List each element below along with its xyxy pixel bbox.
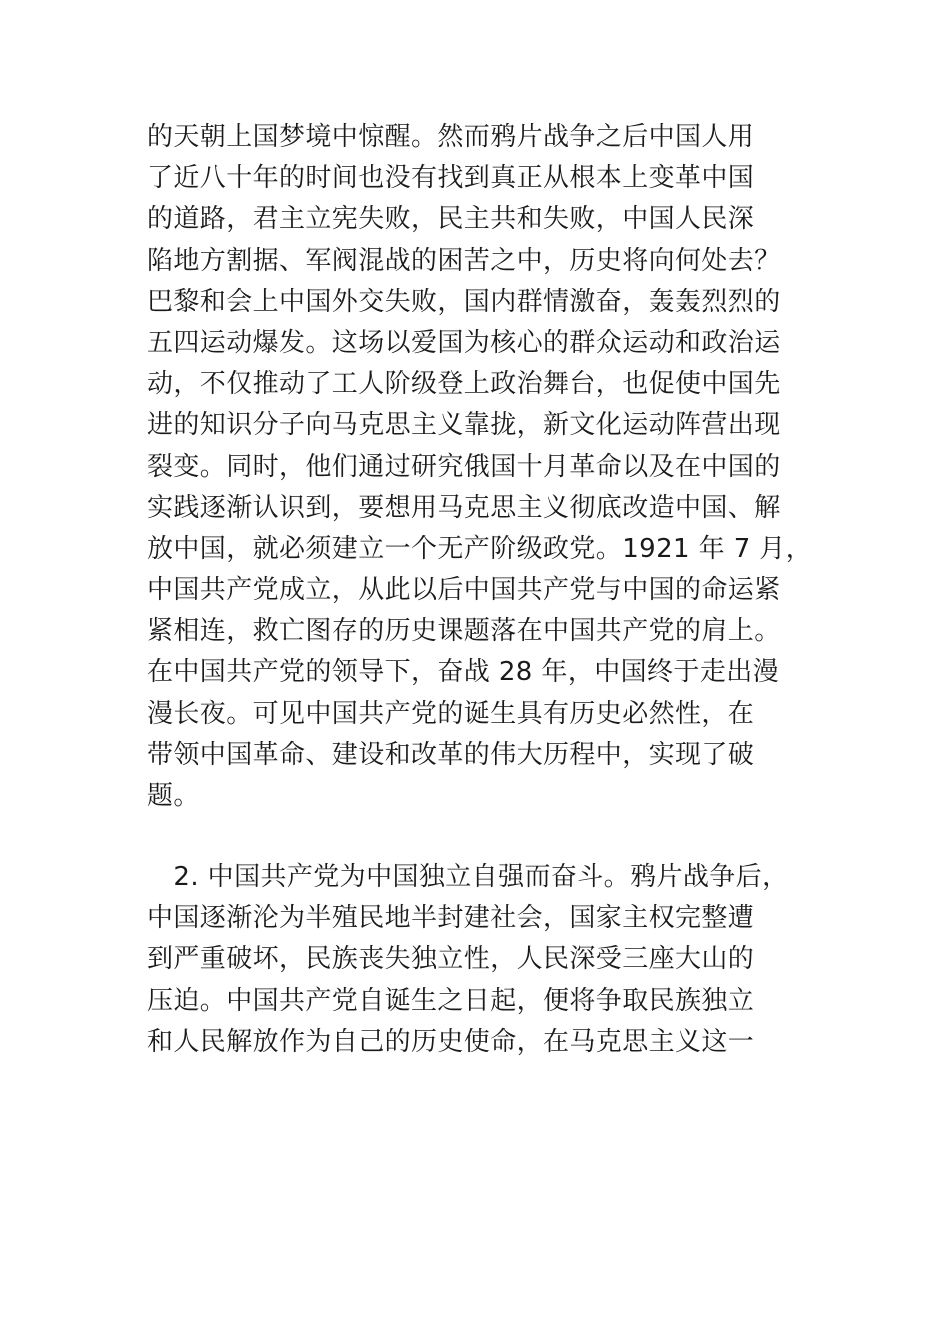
text-line: 带领中国革命、建设和改革的伟大历程中，实现了破 — [147, 739, 755, 770]
paragraph-1 — [147, 117, 813, 817]
text-line: 到严重破坏，民族丧失独立性，人民深受三座大山的 — [147, 944, 755, 975]
text-line: 陷地方割据、军阀混战的困苦之中，历史将向何处去？ — [147, 245, 781, 276]
text-line: 2. 中国共产党为中国独立自强而奋斗。鸦片战争后， — [147, 862, 789, 892]
text-line: 漫长夜。可见中国共产党的诞生具有历史必然性，在 — [147, 698, 755, 729]
text-line: 巴黎和会上中国外交失败，国内群情激奋，轰轰烈烈的 — [147, 286, 781, 317]
text-line: 放中国，就必须建立一个无产阶级政党。1921 年 7 月， — [147, 533, 813, 564]
text-line: 紧相连，救亡图存的历史课题落在中国共产党的肩上。 — [147, 616, 781, 647]
text-line: 的天朝上国梦境中惊醒。然而鸦片战争之后中国人用 — [147, 122, 755, 152]
text-line: 的道路，君主立宪失败，民主共和失败，中国人民深 — [147, 204, 755, 235]
text-line: 压迫。中国共产党自诞生之日起，便将争取民族独立 — [147, 985, 755, 1016]
text-line: 和人民解放作为自己的历史使命，在马克思主义这一 — [147, 1026, 755, 1057]
text-line: 题。 — [147, 781, 200, 811]
text-line: 五四运动爆发。这场以爱国为核心的群众运动和政治运 — [147, 327, 781, 358]
text-line: 进的知识分子向马克思主义靠拢，新文化运动阵营出现 — [147, 410, 781, 441]
text-line: 中国逐渐沦为半殖民地半封建社会，国家主权完整遭 — [147, 903, 755, 934]
text-line: 了近八十年的时间也没有找到真正从根本上变革中国 — [147, 163, 755, 194]
text-line: 实践逐渐认识到，要想用马克思主义彻底改造中国、解 — [147, 492, 781, 523]
text-line: 在中国共产党的领导下，奋战 28 年，中国终于走出漫 — [147, 657, 780, 688]
text-line: 动，不仅推动了工人阶级登上政治舞台，也促使中国先 — [147, 369, 781, 400]
text-line: 裂变。同时，他们通过研究俄国十月革命以及在中国的 — [147, 451, 781, 482]
paragraph-2 — [147, 857, 807, 1063]
text-line: 中国共产党成立，从此以后中国共产党与中国的命运紧 — [147, 575, 781, 606]
